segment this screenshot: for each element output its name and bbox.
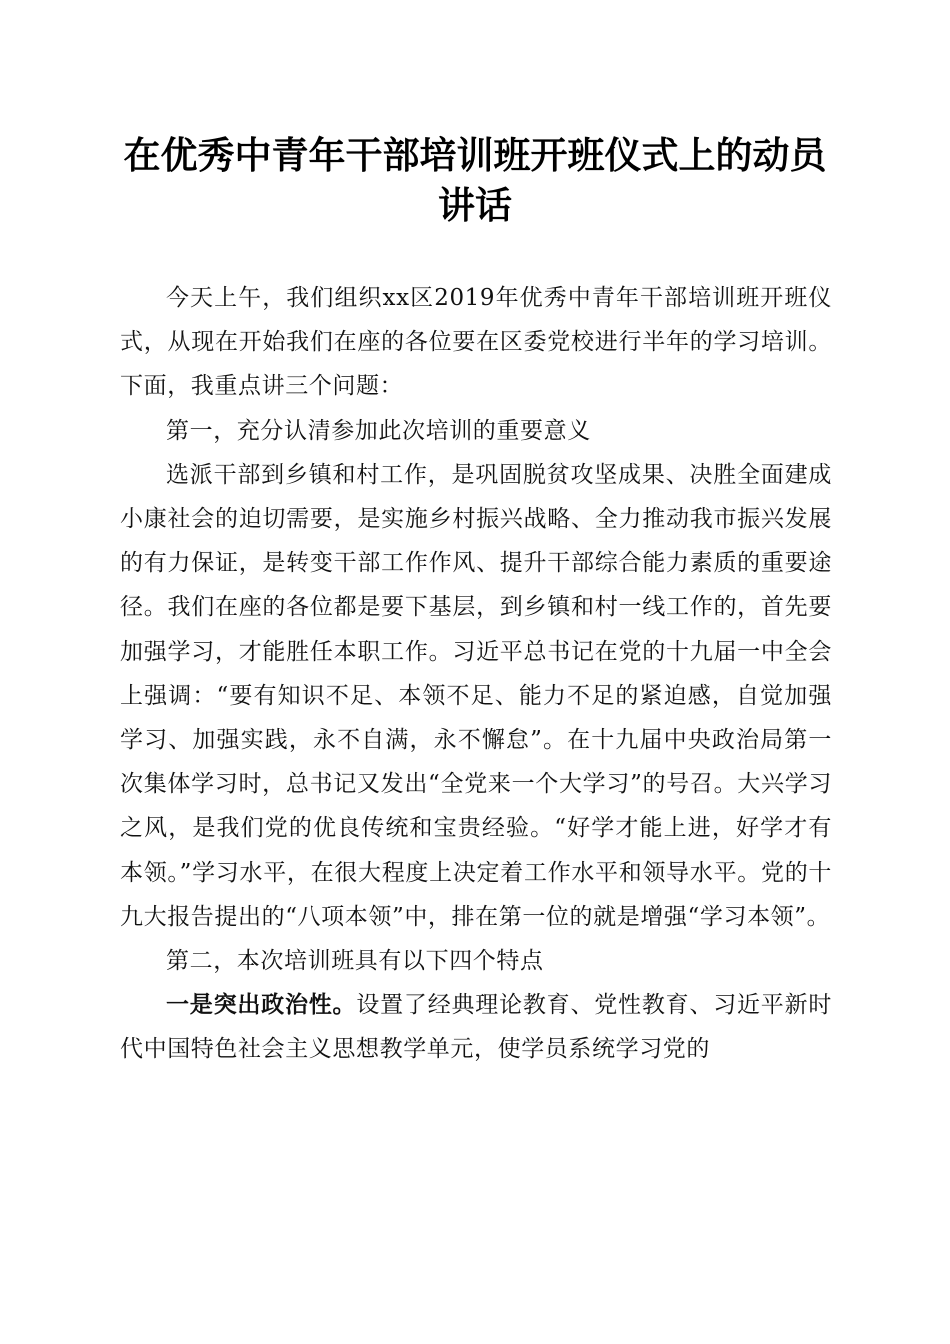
intro-paragraph: 今天上午，我们组织xx区2019年优秀中青年干部培训班开班仪式，从现在开始我们在座的各位要在区委党校进行半年的学习培训。下面，我重点讲三个问题： <box>120 285 832 400</box>
section-two-heading: 第二，本次培训班具有以下四个特点 <box>166 948 544 975</box>
section-one-paragraph: 选派干部到乡镇和村工作，是巩固脱贫攻坚成果、决胜全面建成小康社会的迫切需要，是实施乡村振兴战略、全力推动我市振兴发展的有力保证，是转变干部工作作风、提升干部综合能力素质的重要途径。我们在座的各位都是要下基层，到乡镇和村一线工作的，首先要加强学习，才能胜任本职工作。习近平总书记在党的十九届一中全会上强调：“要有知识不足、本领不足、能力不足的紧迫感，自觉加强学习、加强实践，永不自满，永不懈怠”。在十九届中央政治局第一次集体学习时，总书记又发出“全党来一个大学习”的号召。大兴学习之风，是我们党的优良传统和宝贵经验。“好学才能上进，好学才有本领。”学习水平，在很大程度上决定着工作水平和领导水平。党的十九大报告提出的“八项本领”中，排在第一位的就是增强“学习本领”。 <box>120 461 832 930</box>
point-one-text: 设置了经典理论教育、党性教育、习近平新时代中国特色社会主义思想教学单元，使学员系统学习党的 <box>120 992 832 1063</box>
document-title: 在优秀中青年干部培训班开班仪式上的动员讲话 <box>123 133 827 227</box>
document-body <box>120 276 832 1072</box>
point-one-lead: 一是突出政治性。 <box>166 991 357 1019</box>
section-one-heading: 第一，充分认清参加此次培训的重要意义 <box>166 417 591 444</box>
point-one-paragraph <box>120 983 832 1071</box>
